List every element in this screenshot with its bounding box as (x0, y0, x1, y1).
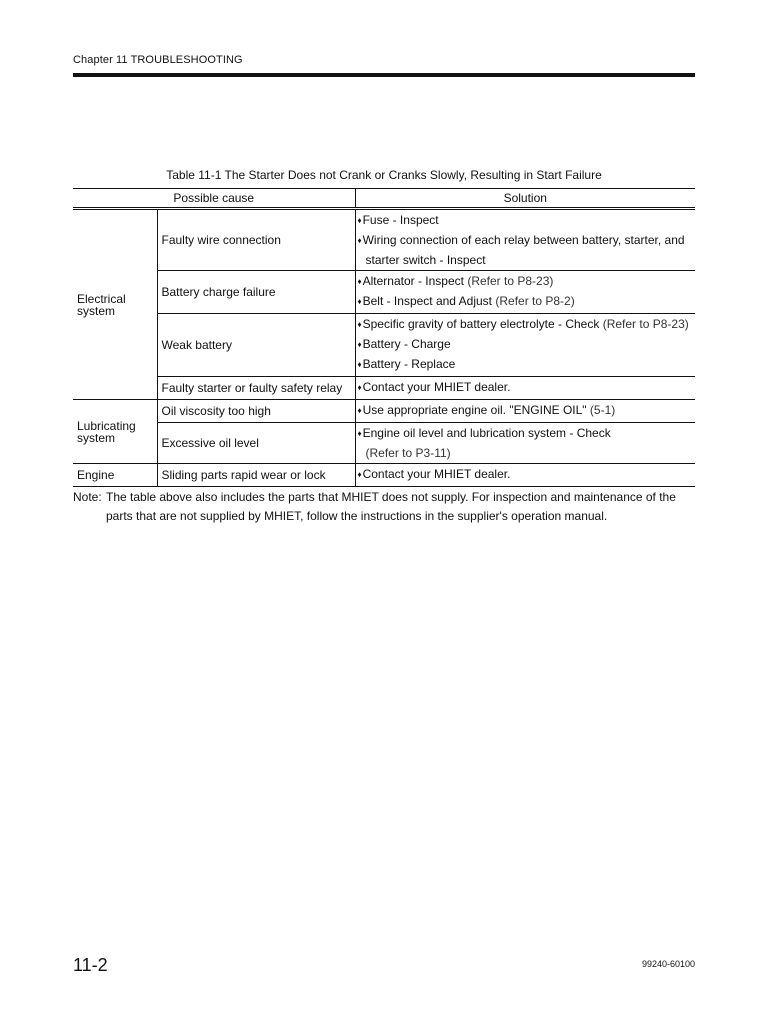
note-line-1: The table above also includes the parts that MHIET does not supply. For inspection and maintenance of the (106, 490, 676, 504)
note-label: Note: (73, 490, 102, 504)
solution-text: Wiring connection of each relay between battery, starter, and (362, 233, 685, 247)
solution-line (358, 251, 694, 269)
solution-cell (355, 464, 695, 487)
bullet-icon: ♦ (357, 383, 362, 392)
table-row (73, 464, 695, 487)
solution-ref: (Refer to P8-23) (602, 317, 689, 331)
solution-text: Fuse - Inspect (362, 213, 439, 227)
solution-cell (355, 400, 695, 423)
table-row (73, 423, 695, 464)
solution-text: Use appropriate engine oil. "ENGINE OIL" (362, 403, 587, 417)
solution-cell (355, 314, 695, 377)
category-cell-electrical (73, 209, 157, 400)
column-header-solution: Solution (355, 189, 695, 209)
page-number: 11-2 (73, 955, 108, 975)
solution-ref: (Refer to P8-23) (467, 274, 554, 288)
table-row (73, 271, 695, 314)
solution-line (358, 444, 694, 462)
column-header-cause: Possible cause (73, 189, 355, 209)
bullet-icon: ♦ (357, 360, 362, 369)
cause-cell: Battery charge failure (157, 271, 355, 314)
solution-text: Contact your MHIET dealer. (362, 380, 511, 394)
category-cell-lubricating (73, 400, 157, 464)
bullet-icon: ♦ (357, 429, 362, 438)
bullet-icon: ♦ (357, 277, 362, 286)
bullet-icon: ♦ (357, 297, 362, 306)
solution-line (358, 465, 694, 485)
cause-cell: Faulty starter or faulty safety relay (157, 377, 355, 400)
solution-cell (355, 271, 695, 314)
solution-line (358, 292, 694, 312)
solution-line (358, 315, 694, 335)
solution-text: Alternator - Inspect (362, 274, 464, 288)
bullet-icon: ♦ (357, 320, 362, 329)
solution-cell (355, 423, 695, 464)
solution-line (358, 378, 694, 398)
cause-cell: Sliding parts rapid wear or lock (157, 464, 355, 487)
solution-cell (355, 377, 695, 400)
troubleshooting-table (73, 188, 695, 487)
solution-line (358, 231, 694, 251)
category-cell-engine (73, 464, 157, 487)
solution-line (358, 401, 694, 421)
table-row (73, 209, 695, 271)
category-line: Engine (77, 468, 115, 482)
table-header-row (73, 189, 695, 209)
cause-cell: Oil viscosity too high (157, 400, 355, 423)
cause-cell: Faulty wire connection (157, 209, 355, 271)
category-line: system (77, 430, 116, 445)
solution-line (358, 211, 694, 231)
solution-text: Battery - Charge (362, 337, 451, 351)
table-note (73, 488, 695, 526)
solution-line (358, 424, 694, 444)
category-line: system (77, 303, 116, 318)
solution-text: Contact your MHIET dealer. (362, 467, 511, 481)
solution-text: starter switch - Inspect (365, 253, 486, 267)
solution-text: Engine oil level and lubrication system - Check (362, 426, 611, 440)
table-row (73, 314, 695, 377)
solution-line (358, 355, 694, 375)
solution-line (358, 335, 694, 355)
solution-text: Belt - Inspect and Adjust (362, 294, 493, 308)
cause-cell: Excessive oil level (157, 423, 355, 464)
table-row (73, 377, 695, 400)
solution-text: Battery - Replace (362, 357, 456, 371)
solution-line (358, 272, 694, 292)
bullet-icon: ♦ (357, 406, 362, 415)
solution-cell (355, 209, 695, 271)
solution-ref: (Refer to P3-11) (365, 446, 451, 460)
cause-cell: Weak battery (157, 314, 355, 377)
solution-text: Specific gravity of battery electrolyte - Check (362, 317, 600, 331)
solution-ref: (Refer to P8-2) (495, 294, 575, 308)
solution-ref: (5-1) (589, 403, 616, 417)
note-line-2: parts that are not supplied by MHIET, follow the instructions in the supplier's operation manual. (106, 509, 608, 523)
bullet-icon: ♦ (357, 236, 362, 245)
category-line: Lubricating (77, 418, 136, 433)
header-rule (73, 73, 695, 77)
table-row (73, 400, 695, 423)
chapter-header: Chapter 11 TROUBLESHOOTING (73, 54, 243, 66)
table-caption: Table 11-1 The Starter Does not Crank or Cranks Slowly, Resulting in Start Failure (166, 168, 602, 182)
bullet-icon: ♦ (357, 470, 362, 479)
document-code: 99240-60100 (641, 959, 695, 969)
category-line: Electrical (77, 291, 126, 306)
bullet-icon: ♦ (357, 340, 362, 349)
bullet-icon: ♦ (357, 216, 362, 225)
